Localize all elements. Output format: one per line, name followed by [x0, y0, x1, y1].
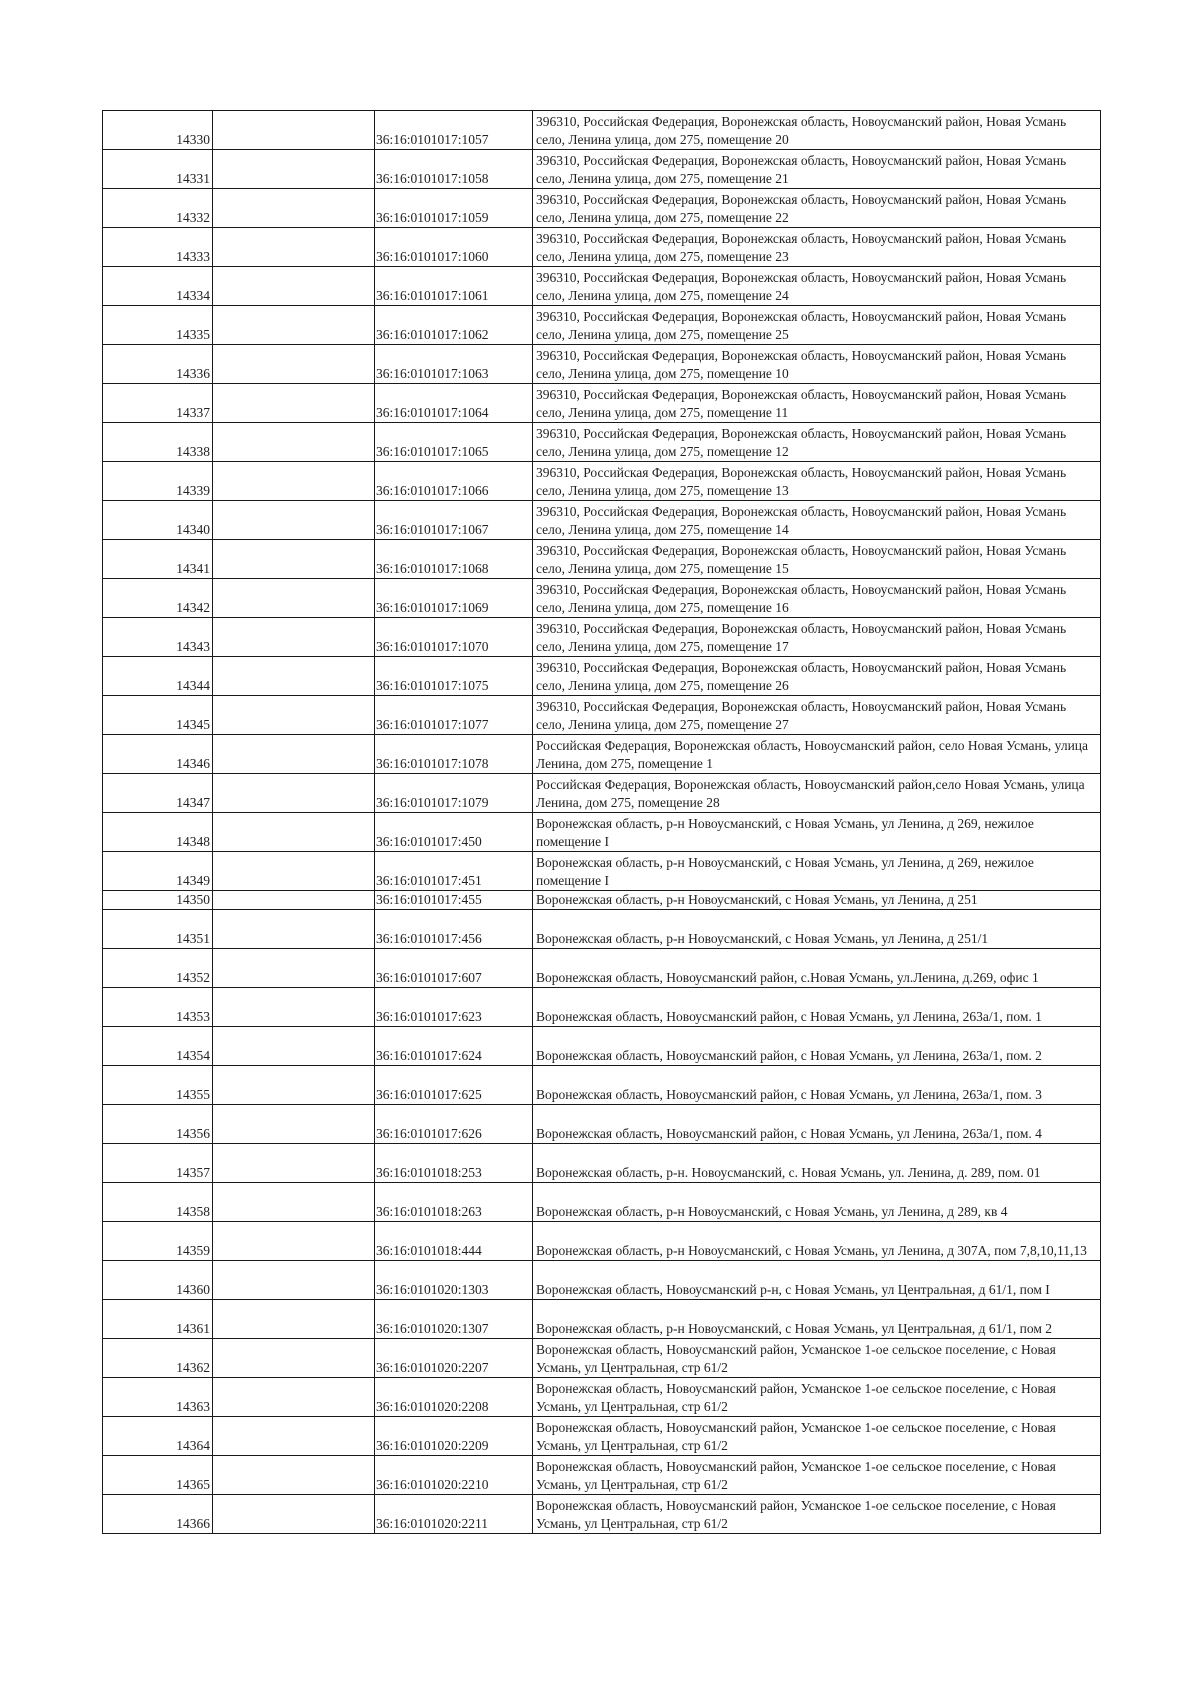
cadastral-number: 36:16:0101017:1062 — [375, 306, 533, 345]
address: Воронежская область, Новоусманский район, с Новая Усмань, ул Ленина, 263а/1, пом. 3 — [533, 1066, 1101, 1105]
address: 396310, Российская Федерация, Воронежская область, Новоусманский район, Новая Усмань село, Ленина улица, дом 275, помещение 17 — [533, 618, 1101, 657]
row-number: 14352 — [103, 949, 213, 988]
cadastral-number: 36:16:0101017:1070 — [375, 618, 533, 657]
address: Российская Федерация, Воронежская область, Новоусманский район, село Новая Усмань, улица Ленина, дом 275, помещение 1 — [533, 735, 1101, 774]
row-number: 14340 — [103, 501, 213, 540]
row-number: 14330 — [103, 111, 213, 150]
empty-cell — [213, 384, 375, 423]
cadastral-number: 36:16:0101017:1064 — [375, 384, 533, 423]
empty-cell — [213, 949, 375, 988]
empty-cell — [213, 228, 375, 267]
address: 396310, Российская Федерация, Воронежская область, Новоусманский район, Новая Усмань село, Ленина улица, дом 275, помещение 22 — [533, 189, 1101, 228]
address: 396310, Российская Федерация, Воронежская область, Новоусманский район, Новая Усмань село, Ленина улица, дом 275, помещение 26 — [533, 657, 1101, 696]
empty-cell — [213, 150, 375, 189]
address: 396310, Российская Федерация, Воронежская область, Новоусманский район, Новая Усмань село, Ленина улица, дом 275, помещение 25 — [533, 306, 1101, 345]
empty-cell — [213, 696, 375, 735]
row-number: 14360 — [103, 1261, 213, 1300]
table-row — [103, 111, 1101, 150]
empty-cell — [213, 423, 375, 462]
address: Воронежская область, Новоусманский район, Усманское 1-ое сельское поселение, с Новая Усмань, ул Центральная, стр 61/2 — [533, 1378, 1101, 1417]
table-row — [103, 267, 1101, 306]
cadastral-number: 36:16:0101018:263 — [375, 1183, 533, 1222]
cadastral-number: 36:16:0101020:2207 — [375, 1339, 533, 1378]
address: Воронежская область, р-н Новоусманский, с Новая Усмань, ул Ленина, д 251 — [533, 891, 1101, 910]
row-number: 14358 — [103, 1183, 213, 1222]
table-row — [103, 1027, 1101, 1066]
row-number: 14334 — [103, 267, 213, 306]
row-number: 14342 — [103, 579, 213, 618]
address: 396310, Российская Федерация, Воронежская область, Новоусманский район, Новая Усмань село, Ленина улица, дом 275, помещение 16 — [533, 579, 1101, 618]
cadastral-number: 36:16:0101017:456 — [375, 910, 533, 949]
empty-cell — [213, 1456, 375, 1495]
address: 396310, Российская Федерация, Воронежская область, Новоусманский район, Новая Усмань село, Ленина улица, дом 275, помещение 13 — [533, 462, 1101, 501]
cadastral-number: 36:16:0101020:1303 — [375, 1261, 533, 1300]
cadastral-number: 36:16:0101017:1058 — [375, 150, 533, 189]
empty-cell — [213, 501, 375, 540]
address: Воронежская область, р-н Новоусманский, с Новая Усмань, ул Ленина, д 289, кв 4 — [533, 1183, 1101, 1222]
row-number: 14359 — [103, 1222, 213, 1261]
row-number: 14364 — [103, 1417, 213, 1456]
row-number: 14361 — [103, 1300, 213, 1339]
row-number: 14345 — [103, 696, 213, 735]
table-row — [103, 540, 1101, 579]
row-number: 14353 — [103, 988, 213, 1027]
table-row — [103, 1456, 1101, 1495]
row-number: 14335 — [103, 306, 213, 345]
cadastral-number: 36:16:0101017:625 — [375, 1066, 533, 1105]
empty-cell — [213, 657, 375, 696]
address: 396310, Российская Федерация, Воронежская область, Новоусманский район, Новая Усмань село, Ленина улица, дом 275, помещение 20 — [533, 111, 1101, 150]
row-number: 14363 — [103, 1378, 213, 1417]
empty-cell — [213, 345, 375, 384]
empty-cell — [213, 735, 375, 774]
table-row — [103, 579, 1101, 618]
row-number: 14339 — [103, 462, 213, 501]
empty-cell — [213, 618, 375, 657]
address: Воронежская область, Новоусманский район, с Новая Усмань, ул Ленина, 263а/1, пом. 2 — [533, 1027, 1101, 1066]
table-row — [103, 1417, 1101, 1456]
row-number: 14351 — [103, 910, 213, 949]
address: 396310, Российская Федерация, Воронежская область, Новоусманский район, Новая Усмань село, Ленина улица, дом 275, помещение 23 — [533, 228, 1101, 267]
table-row — [103, 1378, 1101, 1417]
cadastral-number: 36:16:0101020:2210 — [375, 1456, 533, 1495]
address: Воронежская область, Новоусманский район, Усманское 1-ое сельское поселение, с Новая Усмань, ул Центральная, стр 61/2 — [533, 1417, 1101, 1456]
address: Воронежская область, Новоусманский район, Усманское 1-ое сельское поселение, с Новая Усмань, ул Центральная, стр 61/2 — [533, 1456, 1101, 1495]
empty-cell — [213, 1300, 375, 1339]
row-number: 14362 — [103, 1339, 213, 1378]
row-number: 14338 — [103, 423, 213, 462]
empty-cell — [213, 1495, 375, 1534]
row-number: 14331 — [103, 150, 213, 189]
table-row — [103, 1261, 1101, 1300]
cadastral-number: 36:16:0101020:1307 — [375, 1300, 533, 1339]
table-row — [103, 657, 1101, 696]
cadastral-number: 36:16:0101017:1067 — [375, 501, 533, 540]
row-number: 14337 — [103, 384, 213, 423]
cadastral-number: 36:16:0101017:607 — [375, 949, 533, 988]
cadastral-number: 36:16:0101017:626 — [375, 1105, 533, 1144]
empty-cell — [213, 891, 375, 910]
empty-cell — [213, 813, 375, 852]
empty-cell — [213, 1339, 375, 1378]
table-row — [103, 345, 1101, 384]
address: 396310, Российская Федерация, Воронежская область, Новоусманский район, Новая Усмань село, Ленина улица, дом 275, помещение 21 — [533, 150, 1101, 189]
table-row — [103, 1495, 1101, 1534]
row-number: 14349 — [103, 852, 213, 891]
cadastral-number: 36:16:0101017:1063 — [375, 345, 533, 384]
empty-cell — [213, 189, 375, 228]
table-row — [103, 735, 1101, 774]
empty-cell — [213, 540, 375, 579]
table-row — [103, 813, 1101, 852]
cadastral-number: 36:16:0101017:1061 — [375, 267, 533, 306]
row-number: 14341 — [103, 540, 213, 579]
empty-cell — [213, 306, 375, 345]
row-number: 14354 — [103, 1027, 213, 1066]
address: 396310, Российская Федерация, Воронежская область, Новоусманский район, Новая Усмань село, Ленина улица, дом 275, помещение 24 — [533, 267, 1101, 306]
cadastral-number: 36:16:0101017:1060 — [375, 228, 533, 267]
registry-body — [103, 111, 1101, 1534]
empty-cell — [213, 1144, 375, 1183]
row-number: 14333 — [103, 228, 213, 267]
address: 396310, Российская Федерация, Воронежская область, Новоусманский район, Новая Усмань село, Ленина улица, дом 275, помещение 11 — [533, 384, 1101, 423]
empty-cell — [213, 267, 375, 306]
row-number: 14346 — [103, 735, 213, 774]
cadastral-number: 36:16:0101017:1057 — [375, 111, 533, 150]
address: 396310, Российская Федерация, Воронежская область, Новоусманский район, Новая Усмань село, Ленина улица, дом 275, помещение 27 — [533, 696, 1101, 735]
cadastral-number: 36:16:0101017:623 — [375, 988, 533, 1027]
row-number: 14347 — [103, 774, 213, 813]
cadastral-number: 36:16:0101017:451 — [375, 852, 533, 891]
address: Воронежская область, р-н Новоусманский, с Новая Усмань, ул Ленина, д 307А, пом 7,8,10,11,13 — [533, 1222, 1101, 1261]
row-number: 14356 — [103, 1105, 213, 1144]
cadastral-number: 36:16:0101017:1066 — [375, 462, 533, 501]
empty-cell — [213, 852, 375, 891]
row-number: 14350 — [103, 891, 213, 910]
table-row — [103, 189, 1101, 228]
address: 396310, Российская Федерация, Воронежская область, Новоусманский район, Новая Усмань село, Ленина улица, дом 275, помещение 12 — [533, 423, 1101, 462]
cadastral-number: 36:16:0101017:1069 — [375, 579, 533, 618]
address: 396310, Российская Федерация, Воронежская область, Новоусманский район, Новая Усмань село, Ленина улица, дом 275, помещение 14 — [533, 501, 1101, 540]
row-number: 14343 — [103, 618, 213, 657]
address: Воронежская область, Новоусманский район, с.Новая Усмань, ул.Ленина, д.269, офис 1 — [533, 949, 1101, 988]
table-row — [103, 774, 1101, 813]
cadastral-number: 36:16:0101018:253 — [375, 1144, 533, 1183]
row-number: 14348 — [103, 813, 213, 852]
table-row — [103, 1300, 1101, 1339]
table-row — [103, 988, 1101, 1027]
row-number: 14344 — [103, 657, 213, 696]
empty-cell — [213, 579, 375, 618]
empty-cell — [213, 1105, 375, 1144]
address: Воронежская область, Новоусманский р-н, с Новая Усмань, ул Центральная, д 61/1, пом I — [533, 1261, 1101, 1300]
cadastral-number: 36:16:0101020:2209 — [375, 1417, 533, 1456]
empty-cell — [213, 1261, 375, 1300]
table-row — [103, 306, 1101, 345]
address: Воронежская область, Новоусманский район, с Новая Усмань, ул Ленина, 263а/1, пом. 4 — [533, 1105, 1101, 1144]
address: Воронежская область, р-н Новоусманский, с Новая Усмань, ул Центральная, д 61/1, пом 2 — [533, 1300, 1101, 1339]
cadastral-number: 36:16:0101018:444 — [375, 1222, 533, 1261]
empty-cell — [213, 1417, 375, 1456]
table-row — [103, 423, 1101, 462]
table-row — [103, 1339, 1101, 1378]
empty-cell — [213, 774, 375, 813]
empty-cell — [213, 1066, 375, 1105]
table-row — [103, 1066, 1101, 1105]
address: Воронежская область, р-н Новоусманский, с Новая Усмань, ул Ленина, д 269, нежилое помещение I — [533, 852, 1101, 891]
row-number: 14357 — [103, 1144, 213, 1183]
table-row — [103, 1144, 1101, 1183]
row-number: 14355 — [103, 1066, 213, 1105]
table-row — [103, 1222, 1101, 1261]
table-row — [103, 696, 1101, 735]
registry-table — [102, 110, 1101, 1534]
table-row — [103, 1183, 1101, 1222]
cadastral-number: 36:16:0101017:1075 — [375, 657, 533, 696]
empty-cell — [213, 1222, 375, 1261]
address: Российская Федерация, Воронежская область, Новоусманский район,село Новая Усмань, улица Ленина, дом 275, помещение 28 — [533, 774, 1101, 813]
cadastral-number: 36:16:0101017:1079 — [375, 774, 533, 813]
row-number: 14365 — [103, 1456, 213, 1495]
table-row — [103, 910, 1101, 949]
cadastral-number: 36:16:0101017:450 — [375, 813, 533, 852]
cadastral-number: 36:16:0101017:1068 — [375, 540, 533, 579]
table-row — [103, 462, 1101, 501]
table-row — [103, 384, 1101, 423]
table-row — [103, 618, 1101, 657]
address: 396310, Российская Федерация, Воронежская область, Новоусманский район, Новая Усмань село, Ленина улица, дом 275, помещение 15 — [533, 540, 1101, 579]
cadastral-number: 36:16:0101017:1077 — [375, 696, 533, 735]
table-row — [103, 150, 1101, 189]
empty-cell — [213, 1027, 375, 1066]
cadastral-number: 36:16:0101017:455 — [375, 891, 533, 910]
empty-cell — [213, 462, 375, 501]
address: Воронежская область, р-н Новоусманский, с Новая Усмань, ул Ленина, д 251/1 — [533, 910, 1101, 949]
cadastral-number: 36:16:0101017:1078 — [375, 735, 533, 774]
cadastral-number: 36:16:0101020:2208 — [375, 1378, 533, 1417]
table-row — [103, 891, 1101, 910]
row-number: 14336 — [103, 345, 213, 384]
empty-cell — [213, 988, 375, 1027]
table-row — [103, 852, 1101, 891]
address: Воронежская область, Новоусманский район, Усманское 1-ое сельское поселение, с Новая Усмань, ул Центральная, стр 61/2 — [533, 1495, 1101, 1534]
empty-cell — [213, 111, 375, 150]
address: Воронежская область, Новоусманский район, с Новая Усмань, ул Ленина, 263а/1, пом. 1 — [533, 988, 1101, 1027]
empty-cell — [213, 1378, 375, 1417]
table-row — [103, 1105, 1101, 1144]
empty-cell — [213, 1183, 375, 1222]
cadastral-number: 36:16:0101020:2211 — [375, 1495, 533, 1534]
address: Воронежская область, р-н Новоусманский, с Новая Усмань, ул Ленина, д 269, нежилое помещение I — [533, 813, 1101, 852]
row-number: 14332 — [103, 189, 213, 228]
table-row — [103, 228, 1101, 267]
cadastral-number: 36:16:0101017:1065 — [375, 423, 533, 462]
empty-cell — [213, 910, 375, 949]
address: 396310, Российская Федерация, Воронежская область, Новоусманский район, Новая Усмань село, Ленина улица, дом 275, помещение 10 — [533, 345, 1101, 384]
table-row — [103, 501, 1101, 540]
cadastral-number: 36:16:0101017:624 — [375, 1027, 533, 1066]
address: Воронежская область, р-н. Новоусманский, с. Новая Усмань, ул. Ленина, д. 289, пом. 01 — [533, 1144, 1101, 1183]
table-row — [103, 949, 1101, 988]
address: Воронежская область, Новоусманский район, Усманское 1-ое сельское поселение, с Новая Усмань, ул Центральная, стр 61/2 — [533, 1339, 1101, 1378]
row-number: 14366 — [103, 1495, 213, 1534]
cadastral-number: 36:16:0101017:1059 — [375, 189, 533, 228]
